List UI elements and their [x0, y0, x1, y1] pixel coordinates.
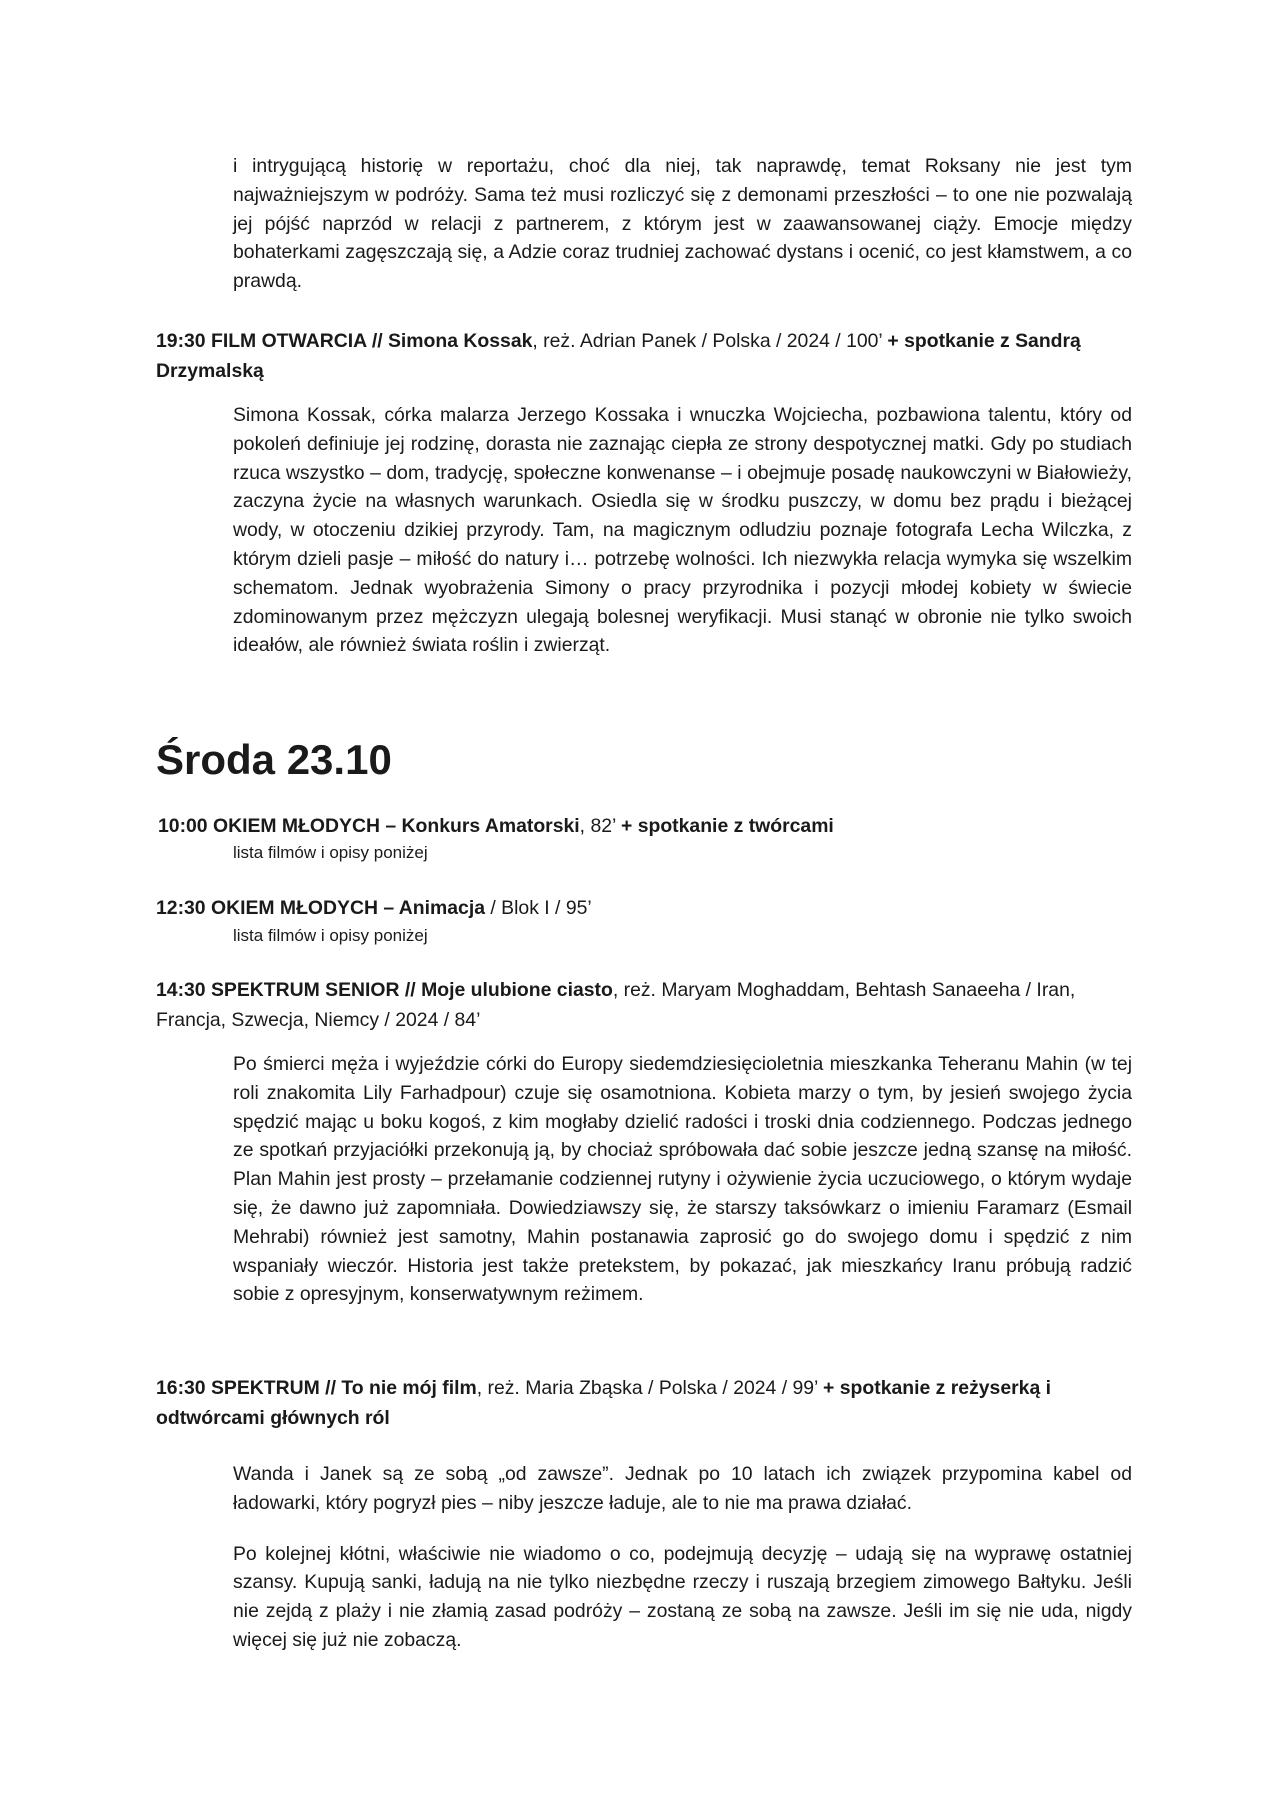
event-note-1000: lista filmów i opisy poniżej	[233, 843, 428, 862]
event-note-1230: lista filmów i opisy poniżej	[233, 926, 428, 945]
event-description-1630	[233, 1460, 1132, 1655]
day-heading: Środa 23.10	[156, 736, 392, 783]
event-heading-1430	[156, 975, 1134, 1035]
paragraph: Po kolejnej kłótni, właściwie nie wiadomo o co, podejmują decyzję – udają się na wyprawę ostatniej szansy. Kupują sanki, ładują na nie tylko niezbędne rzeczy i ruszają brzegiem zimowego Bałtyku. Jeśli nie zejdą z plaży i nie złamią zasad podróży – zostaną ze sobą na zawsze. Jeśli im się nie uda, nigdy więcej się już nie zobaczą.	[233, 1542, 1132, 1651]
event-title: 16:30 SPEKTRUM // To nie mój film	[156, 1377, 477, 1399]
event-details: , reż. Maria Zbąska / Polska / 2024 / 99’	[476, 1377, 824, 1399]
paragraph: i intrygującą historię w reportażu, choć dla niej, tak naprawdę, temat Roksany nie jest tym najważniejszym w podróży. Sama też musi rozliczyć się z demonami przeszłości – to one nie pozwalają jej pójść naprzód w relacji z partnerem, z którym jest w zaawansowanej ciąży. Emocje między bohaterkami zagęszczają się, a Adzie coraz trudniej zachować dystans i ocenić, co jest kłamstwem, a co prawdą.	[233, 155, 1132, 293]
event-extra: + spotkanie z reżyserką i odtwórcami głównych ról	[156, 1377, 1052, 1429]
event-details: , 82’	[579, 815, 621, 837]
event-extra: + spotkanie z twórcami	[621, 815, 834, 837]
event-extra: + spotkanie z Sandrą Drzymalską	[156, 330, 1081, 382]
paragraph: Po śmierci męża i wyjeździe córki do Europy siedemdziesięcioletnia mieszkanka Teheranu Mahin (w tej roli znakomita Lily Farhadpour) czuje się osamotniona. Kobieta marzy o tym, by jesień swojego życia spędzić mając u boku kogoś, z kim mogłaby dzielić radości i troski dnia codziennego. Podczas jednego ze spotkań przyjaciółki przekonują ją, by chociaż spróbowała dać sobie jeszcze jedną szansę na miłość. Plan Mahin jest prosty – przełamanie codziennej rutyny i ożywienie życia uczuciowego, o którym wydaje się, że dawno już zapomniała. Dowiedziawszy się, że starszy taksówkarz o imieniu Faramarz (Esmail Mehrabi) również jest samotny, Mahin postanawia zaprosić go do swojego domu i spędzić z nim wspaniały wieczór. Historia jest także pretekstem, by pokazać, jak mieszkańcy Iranu próbują radzić sobie z opresyjnym, konserwatywnym reżimem.	[233, 1053, 1132, 1306]
paragraph: Wanda i Janek są ze sobą „od zawsze”. Jednak po 10 latach ich związek przypomina kabel od ładowarki, który pogryzł pies – niby jeszcze ładuje, ale to nie ma prawa działać.	[233, 1463, 1132, 1514]
event-heading-1630	[156, 1373, 1134, 1433]
event-details: / Blok I / 95’	[485, 897, 592, 919]
event-title: 19:30 FILM OTWARCIA // Simona Kossak	[156, 330, 533, 352]
intro-paragraph	[233, 152, 1132, 296]
event-heading-1230	[156, 893, 1134, 923]
paragraph: Simona Kossak, córka malarza Jerzego Kossaka i wnuczka Wojciecha, pozbawiona talentu, który od pokoleń definiuje jej rodzinę, dorasta nie zaznając ciepła ze strony despotycznej matki. Gdy po studiach rzuca wszystko – dom, tradycję, społeczne konwenanse – i obejmuje posadę naukowczyni w Białowieży, zaczyna życie na własnych warunkach. Osiedla się w środku puszczy, w domu bez prądu i bieżącej wody, w otoczeniu dzikiej przyrody. Tam, na magicznym odludziu poznaje fotografa Lecha Wilczka, z którym dzieli pasje – miłość do natury i… potrzebę wolności. Ich niezwykła relacja wymyka się wszelkim schematom. Jednak wyobrażenia Simony o pracy przyrodnika i pozycji młodej kobiety w świecie zdominowanym przez mężczyzn ulegają bolesnej weryfikacji. Musi stanąć w obronie nie tylko swoich ideałów, ale również świata roślin i zwierząt.	[233, 404, 1132, 657]
event-heading-1930	[156, 326, 1134, 386]
event-heading-1000	[158, 811, 1136, 841]
event-details: , reż. Maryam Moghaddam, Behtash Sanaeeha / Iran, Francja, Szwecja, Niemcy / 2024 / 84’	[156, 979, 1076, 1031]
event-description-1930	[233, 401, 1132, 660]
event-title: 12:30 OKIEM MŁODYCH – Animacja	[156, 897, 486, 919]
event-title: 10:00 OKIEM MŁODYCH – Konkurs Amatorski	[158, 815, 580, 837]
event-description-1430	[233, 1050, 1132, 1309]
event-details: , reż. Adrian Panek / Polska / 2024 / 100’	[532, 330, 888, 352]
event-title: 14:30 SPEKTRUM SENIOR // Moje ulubione ciasto	[156, 979, 613, 1001]
